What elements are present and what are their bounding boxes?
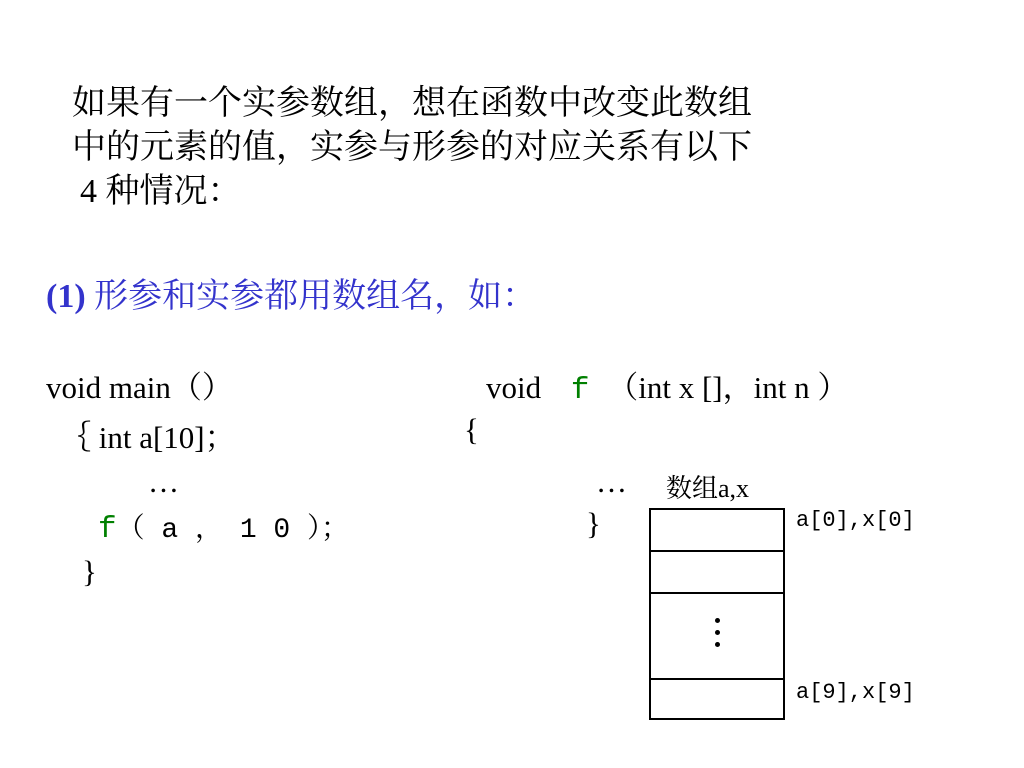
array-top-label: a[0],x[0] <box>796 508 915 533</box>
intro-line-1: 如果有一个实参数组，想在函数中改变此数组 <box>72 85 752 122</box>
intro-line-2: 中的元素的值，实参与形参的对应关系有以下 <box>72 129 752 166</box>
func-void: void <box>486 370 542 405</box>
func-name: f <box>570 373 590 408</box>
case-text: 形参和实参都用数组名，如： <box>85 278 537 315</box>
call-function-name: f <box>98 512 117 547</box>
func-ellipsis: … <box>596 464 627 499</box>
array-cell-1 <box>649 550 785 592</box>
func-open-brace: { <box>464 412 479 447</box>
intro-line-3: 4 种情况： <box>80 173 242 210</box>
main-ellipsis: … <box>148 464 179 499</box>
func-signature <box>486 362 848 408</box>
func-close-brace: } <box>586 506 601 541</box>
main-call <box>98 506 349 547</box>
call-arguments: （ a ， 1 0 ）； <box>116 515 350 546</box>
array-cell-9 <box>649 678 785 720</box>
func-params: （int x []，int n ） <box>607 370 849 405</box>
case-number: (1) <box>46 278 86 315</box>
main-declaration: ｛ int a[10]； <box>60 420 236 455</box>
array-cell-0 <box>649 508 785 550</box>
array-bottom-label: a[9],x[9] <box>796 680 915 705</box>
main-close-brace: } <box>82 554 97 589</box>
main-signature: void main（） <box>46 370 233 405</box>
vertical-ellipsis-icon <box>707 618 727 654</box>
array-label: 数组a,x <box>666 474 750 503</box>
case-heading <box>46 268 536 317</box>
